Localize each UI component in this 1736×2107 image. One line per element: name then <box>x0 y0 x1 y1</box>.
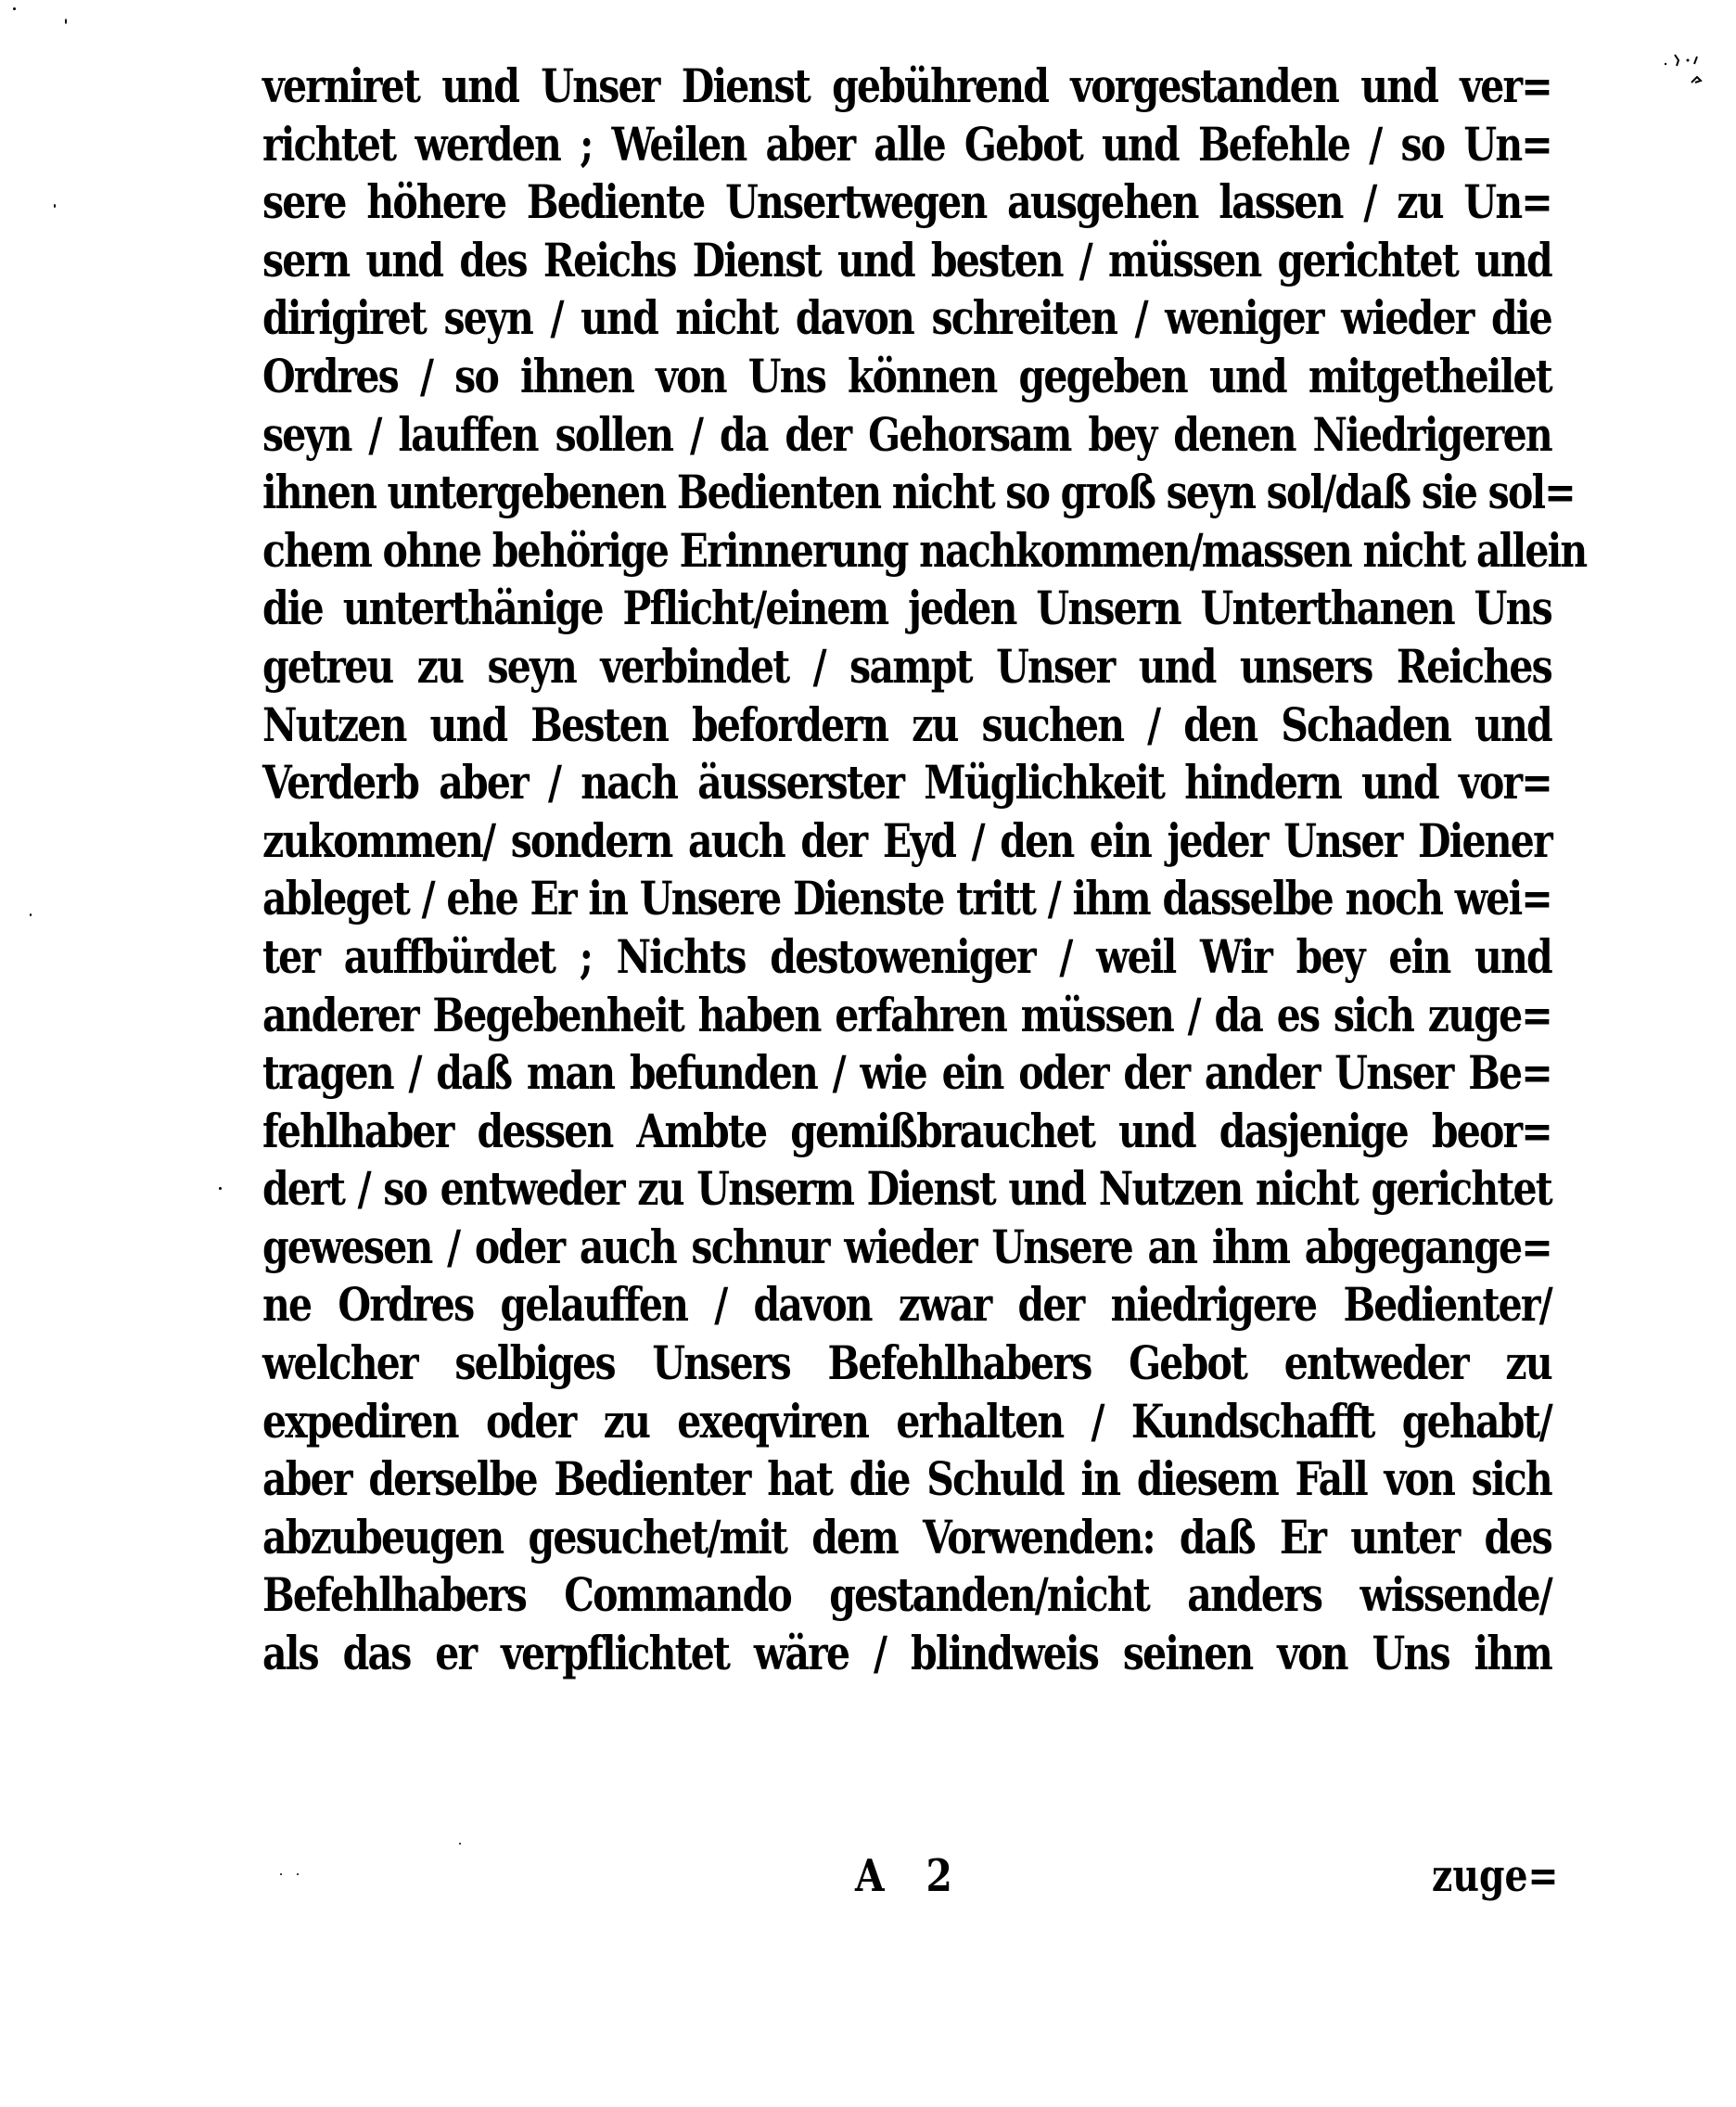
text-line: sere höhere Bediente Unsertwegen ausgehen lassen / zu Un= <box>262 174 1551 230</box>
text-line: abzubeugen gesuchet/mit dem Vorwenden: daß Er unter des <box>262 1509 1551 1564</box>
text-line: Verderb aber / nach äusserster Müglichkeit hindern und vor= <box>262 755 1551 811</box>
text-line: sern und des Reichs Dienst und besten / müssen gerichtet und <box>262 232 1551 287</box>
text-line: chem ohne behörige Erinnerung nachkommen/massen nicht allein <box>262 522 1587 578</box>
text-line: aber derselbe Bedienter hat die Schuld in diesem Fall von sich <box>262 1451 1551 1507</box>
page-footer <box>0 1850 1736 1915</box>
text-line: anderer Begebenheit haben erfahren müssen / da es sich zuge= <box>262 987 1551 1042</box>
scan-speck <box>219 1187 222 1190</box>
text-line: die unterthänige Pflicht/einem jeden Unsern Unterthanen Uns <box>262 581 1551 636</box>
signature-mark: A 2 <box>855 1850 967 1902</box>
text-line: gewesen / oder auch schnur wieder Unsere an ihm abgegange= <box>262 1219 1551 1274</box>
text-line: Nutzen und Besten befordern zu suchen / den Schaden und <box>262 696 1551 752</box>
text-line: tragen / daß man befunden / wie ein oder der ander Unser Be= <box>262 1045 1551 1101</box>
text-line: ihnen untergebenen Bedienten nicht so groß seyn sol/daß sie sol= <box>262 465 1575 520</box>
scan-speck <box>30 913 32 916</box>
text-line: expediren oder zu exeqviren erhalten / Kundschafft gehabt/ <box>262 1393 1551 1449</box>
scan-artifact-icon <box>1662 51 1708 93</box>
text-line: richtet werden ; Weilen aber alle Gebot und Befehle / so Un= <box>262 116 1551 172</box>
text-line: dirigiret seyn / und nicht davon schreiten / weniger wieder die <box>262 290 1551 346</box>
scan-speck <box>280 1873 282 1875</box>
text-line: ableget / ehe Er in Unsere Dienste tritt / ihm dasselbe noch wei= <box>262 871 1551 926</box>
scan-speck <box>297 1873 299 1875</box>
text-line: Ordres / so ihnen von Uns können gegeben und mitgetheilet <box>262 348 1551 403</box>
scan-speck <box>65 19 67 24</box>
text-line: fehlhaber dessen Ambte gemißbrauchet und dasjenige beor= <box>262 1103 1551 1158</box>
body-text <box>262 57 1587 1683</box>
text-line: als das er verpflichtet wäre / blindweis seinen von Uns ihm <box>262 1626 1551 1681</box>
text-line: welcher selbiges Unsers Befehlhabers Gebot entweder zu <box>262 1335 1551 1391</box>
catchword: zuge= <box>1432 1850 1559 1902</box>
text-line: dert / so entweder zu Unserm Dienst und Nutzen nicht gerichtet <box>262 1161 1551 1217</box>
text-line: Befehlhabers Commando gestanden/nicht anders wissende/ <box>262 1567 1551 1623</box>
scan-speck <box>13 7 16 10</box>
text-line: seyn / lauffen sollen / da der Gehorsam bey denen Niedrigeren <box>262 406 1551 462</box>
text-line: getreu zu seyn verbindet / sampt Unser und unsers Reiches <box>262 638 1551 694</box>
text-line: verniret und Unser Dienst gebührend vorgestanden und ver= <box>262 58 1551 113</box>
text-line: ne Ordres gelauffen / davon zwar der niedrigere Bedienter/ <box>262 1277 1551 1333</box>
scan-speck <box>459 1843 461 1845</box>
text-line: zukommen/ sondern auch der Eyd / den ein jeder Unser Diener <box>262 812 1551 868</box>
scan-speck <box>54 204 56 208</box>
text-line: ter auffbürdet ; Nichts destoweniger / weil Wir bey ein und <box>262 928 1551 984</box>
